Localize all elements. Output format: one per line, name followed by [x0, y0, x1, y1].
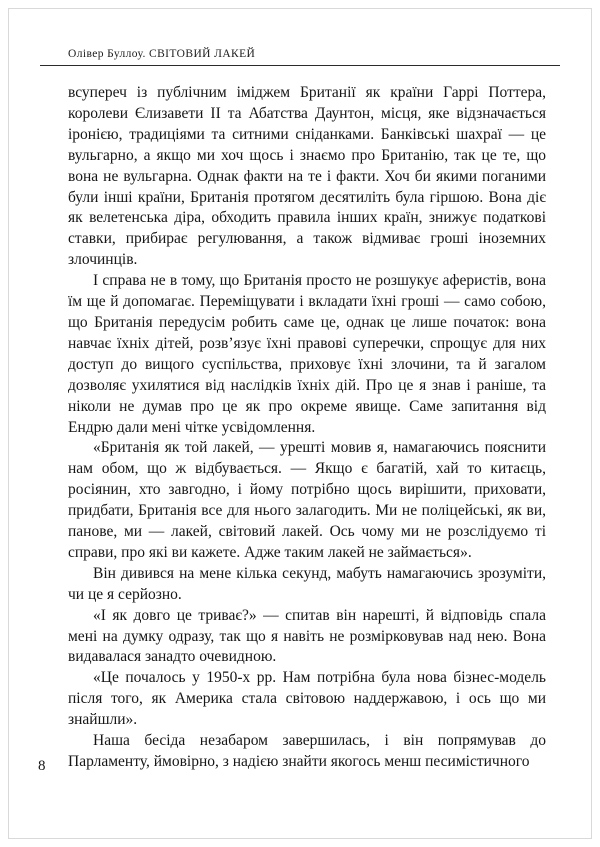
page-number: 8	[38, 758, 46, 774]
running-header: Олівер Буллоу. СВІТОВИЙ ЛАКЕЙ	[68, 48, 256, 60]
paragraph: «Це почалось у 1950-х рр. Нам потрібна була нова бізнес-модель після того, як Америка стала світовою наддержавою, і ось що ми знайшли».	[68, 669, 546, 729]
body-text	[68, 83, 546, 773]
paragraph: Наша бесіда незабаром завершилась, і він попрямував до Парламенту, ймовірно, з надією знайти якогось менш песимістичного	[68, 732, 546, 770]
paragraph: всупереч із публічним іміджем Британії як країни Гаррі Поттера, королеви Єлизавети II та Абатства Даунтон, місця, яке відзначається іронією, традиціями та ситними сніданками. Банківські шахраї — це вульгарно, а якщо ми хоч щось і знаємо про Британію, так це те, що вона не вульгарна. Однак факти на те і факти. Хоч би якими поганими були інші країни, Британія протягом десятиліть була гіршою. Вона діє як велетенська діра, обходить правила інших країн, знижує податкові ставки, прибирає регулювання, а також відмиває гроші іноземних злочинців.	[68, 84, 546, 269]
paragraph: Він дивився на мене кілька секунд, мабуть намагаючись зрозуміти, чи це я серйозно.	[68, 564, 546, 603]
paragraph: І справа не в тому, що Британія просто не розшукує аферистів, вона їм ще й допомагає. Переміщувати і вкладати їхні гроші — само собою, що Британія передусім робить саме це, однак це лише початок: вона навчає їхніх дітей, розв’язує їхні правові суперечки, спрощує для них доступ до вищого суспільства, приховує їхні злочини, та й загалом дозволяє ухилятися від наслідків їхніх дій. Про це я знав і раніше, та ніколи не думав про це як про окреме явище. Саме запитання від Ендрю дали мені чітке усвідомлення.	[68, 272, 546, 436]
paragraph: «Британія як той лакей, — урешті мовив я, намагаючись пояснити нам обом, що ж відбувається. — Якщо є багатій, хай то китаєць, росіянин, хто завгодно, і йому потрібно щось вирішити, приховати, придбати, Британія все для нього залагодить. Ми не поліцейські, як ви, панове, ми — лакей, світовий лакей. Ось чому ми не розслідуємо ті справи, про які ви кажете. Адже таким лакей не займається».	[68, 439, 546, 561]
paragraph: «І як довго це триває?» — спитав він нарешті, й відповідь спала мені на думку одразу, так що я навіть не розмірковував над нею. Вона видавалася занадто очевидною.	[68, 606, 546, 666]
header-rule	[40, 65, 560, 66]
